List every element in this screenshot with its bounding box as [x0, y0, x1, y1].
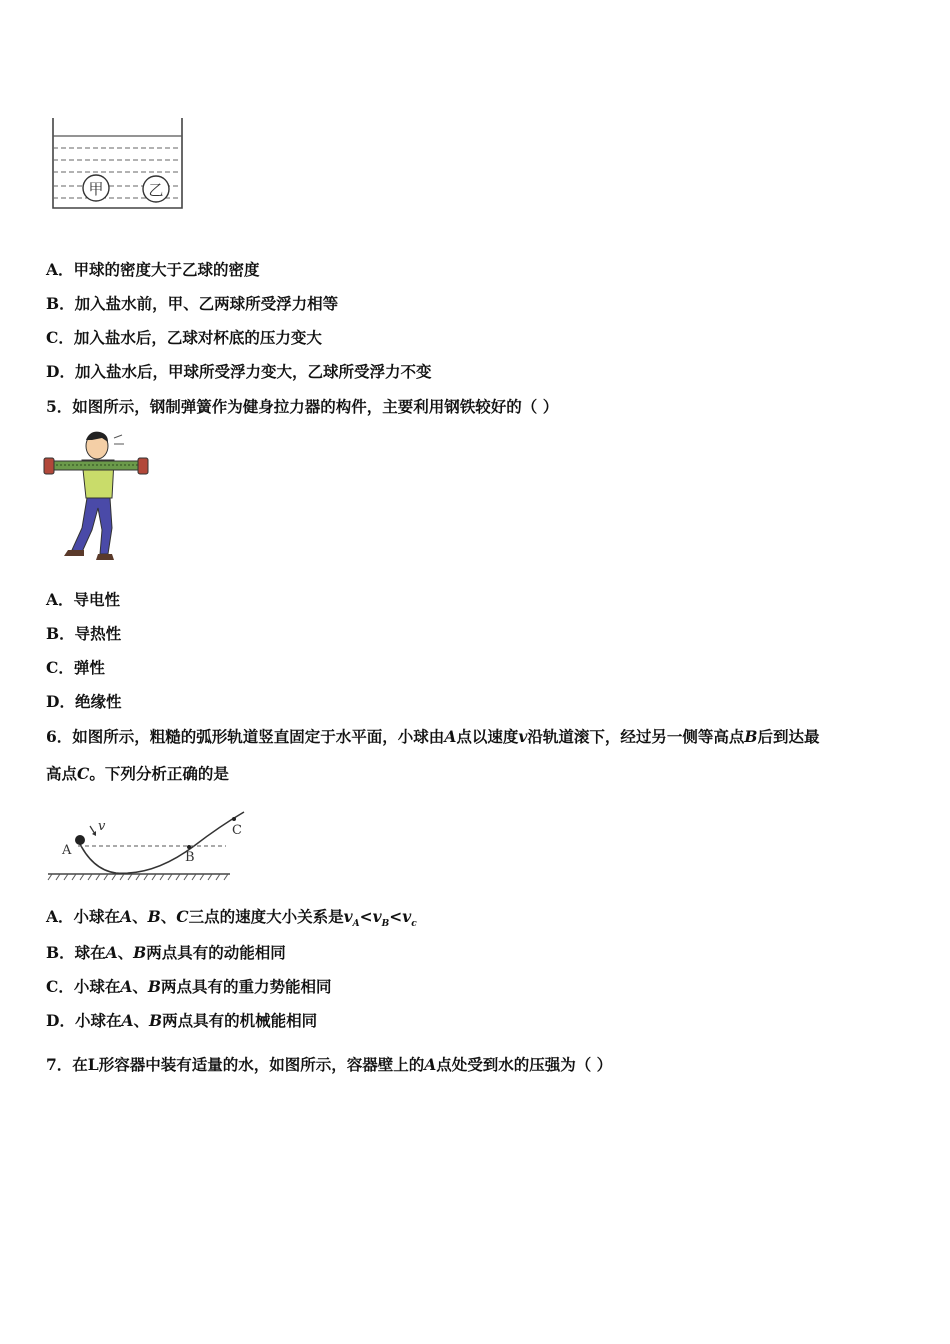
- q6-stem-line2: 高点C。下列分析正确的是: [46, 764, 229, 783]
- q4-option-a: A．甲球的密度大于乙球的密度: [46, 260, 260, 279]
- track-label-a: A: [62, 843, 72, 858]
- q4-option-b: B．加入盐水前，甲、乙两球所受浮力相等: [46, 294, 339, 313]
- q4-option-d: D．加入盐水后，甲球所受浮力变大，乙球所受浮力不变: [46, 362, 432, 381]
- q4-option-c: C．加入盐水后，乙球对杯底的压力变大: [46, 328, 322, 347]
- q5-option-d: D．绝缘性: [46, 692, 122, 711]
- track-label-v: v: [98, 819, 106, 834]
- ball-yi-label: 乙: [148, 181, 164, 199]
- ball: [75, 835, 85, 845]
- track-figure: [44, 810, 254, 884]
- track-label-c: C: [232, 823, 242, 838]
- q6-option-d: D．小球在A、B两点具有的机械能相同: [46, 1011, 318, 1030]
- q6-option-a: A．小球在A、B、C三点的速度大小关系是$v_A<v_B<v_c$: [46, 907, 417, 930]
- q5-option-c: C．弹性: [46, 658, 105, 677]
- ball-jia-label: 甲: [88, 180, 104, 198]
- q5-option-b: B．导热性: [46, 624, 122, 643]
- beaker-figure: [48, 116, 188, 212]
- q5-option-a: A．导电性: [46, 590, 121, 609]
- track-label-b: B: [185, 850, 195, 865]
- q6-stem-line1: 6．如图所示，粗糙的弧形轨道竖直固定于水平面，小球由A点以速度v沿轨道滚下，经过另一侧等高点B后到达最: [46, 727, 820, 746]
- q5-stem: 5．如图所示，钢制弹簧作为健身拉力器的构件，主要利用钢铁较好的（ ）: [46, 397, 559, 416]
- q6-option-b: B．球在A、B两点具有的动能相同: [46, 943, 286, 962]
- q7-stem: 7．在L形容器中装有适量的水，如图所示，容器壁上的A点处受到水的压强为（ ）: [46, 1055, 613, 1074]
- q6-option-c: C．小球在A、B两点具有的重力势能相同: [46, 977, 332, 996]
- exerciser-figure: [42, 428, 152, 564]
